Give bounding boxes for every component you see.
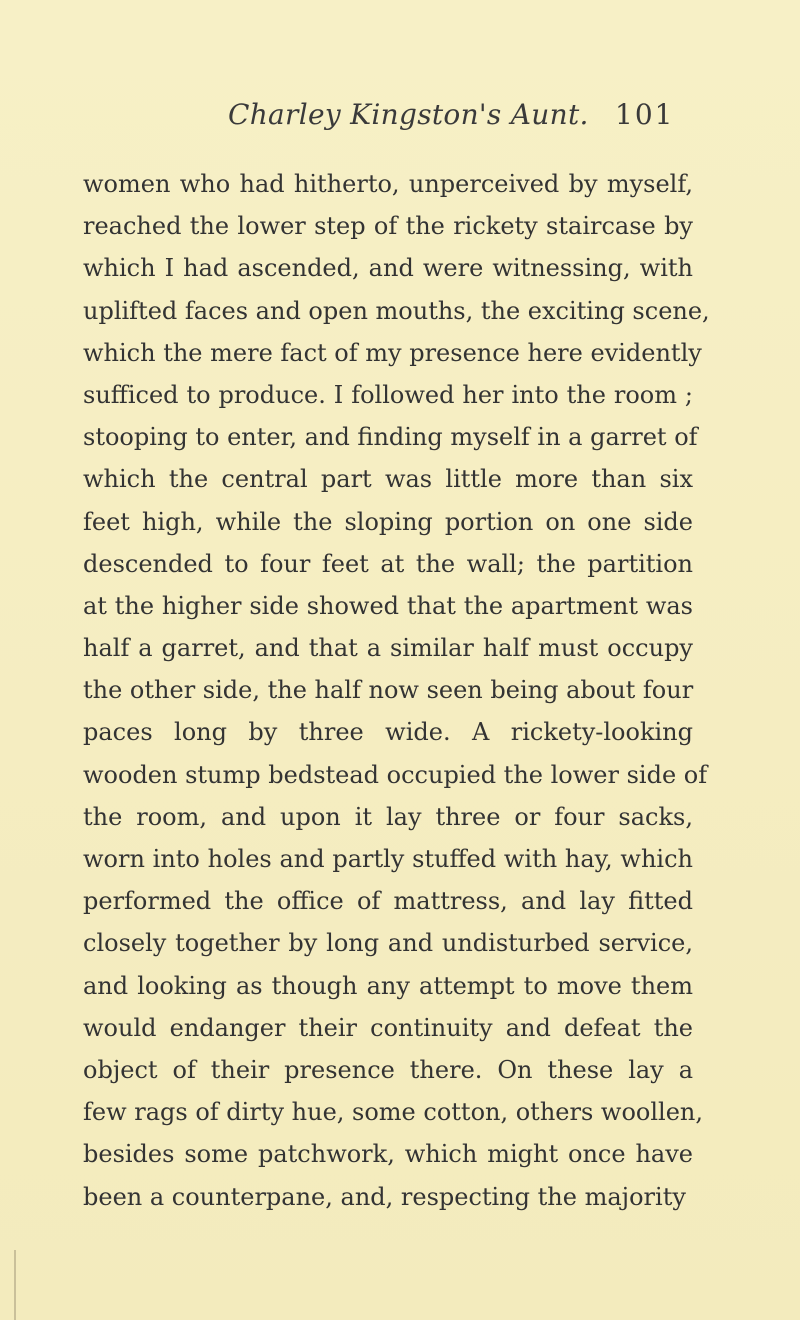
text-line: women who had hitherto, unperceived by myself, [83, 170, 693, 198]
text-line: wooden stump bedstead occupied the lower side of [83, 760, 708, 789]
text-line: been a counterpane, and, respecting the majority [83, 1182, 686, 1211]
text-line: would endanger their continuity and defeat the [83, 1013, 693, 1042]
text-line: the other side, the half now seen being about four [83, 676, 694, 705]
text-line: feet high, while the sloping portion on one side [83, 507, 693, 536]
text-line: descended to four feet at the wall; the partition [83, 549, 693, 578]
text-line: paces long by three wide. A rickety-looking [83, 718, 693, 747]
text-line: at the higher side showed that the apartment was [83, 591, 693, 620]
text-line: besides some patchwork, which might once have [83, 1140, 693, 1169]
text-line: sufficed to produce. I followed her into the room ; [83, 380, 693, 409]
text-line: which I had ascended, and were witnessing, with [83, 254, 693, 283]
text-line: stooping to enter, and finding myself in a garret of [83, 423, 698, 452]
text-line: object of their presence there. On these lay a [83, 1055, 693, 1084]
text-line: closely together by long and undisturbed service, [83, 929, 693, 958]
text-line: half a garret, and that a similar half must occupy [83, 634, 693, 663]
text-line: which the mere fact of my presence here evidently [83, 338, 702, 367]
page-edge-mark [14, 1250, 16, 1320]
text-line: and looking as though any attempt to move them [83, 971, 693, 1000]
page-header [0, 98, 800, 148]
running-title: Charley Kingston's Aunt. [228, 98, 589, 131]
text-line: performed the office of mattress, and lay fitted [83, 887, 693, 916]
text-line: uplifted faces and open mouths, the exciting scene, [83, 296, 710, 325]
text-line: few rags of dirty hue, some cotton, others woollen, [83, 1098, 703, 1127]
text-line: reached the lower step of the rickety staircase by [83, 212, 693, 241]
text-line: which the central part was little more than six [83, 465, 693, 494]
text-line: the room, and upon it lay three or four sacks, [83, 802, 693, 831]
text-line: worn into holes and partly stuffed with hay, which [83, 845, 693, 873]
page-number: 101 [615, 98, 675, 131]
body-text [83, 163, 710, 1218]
